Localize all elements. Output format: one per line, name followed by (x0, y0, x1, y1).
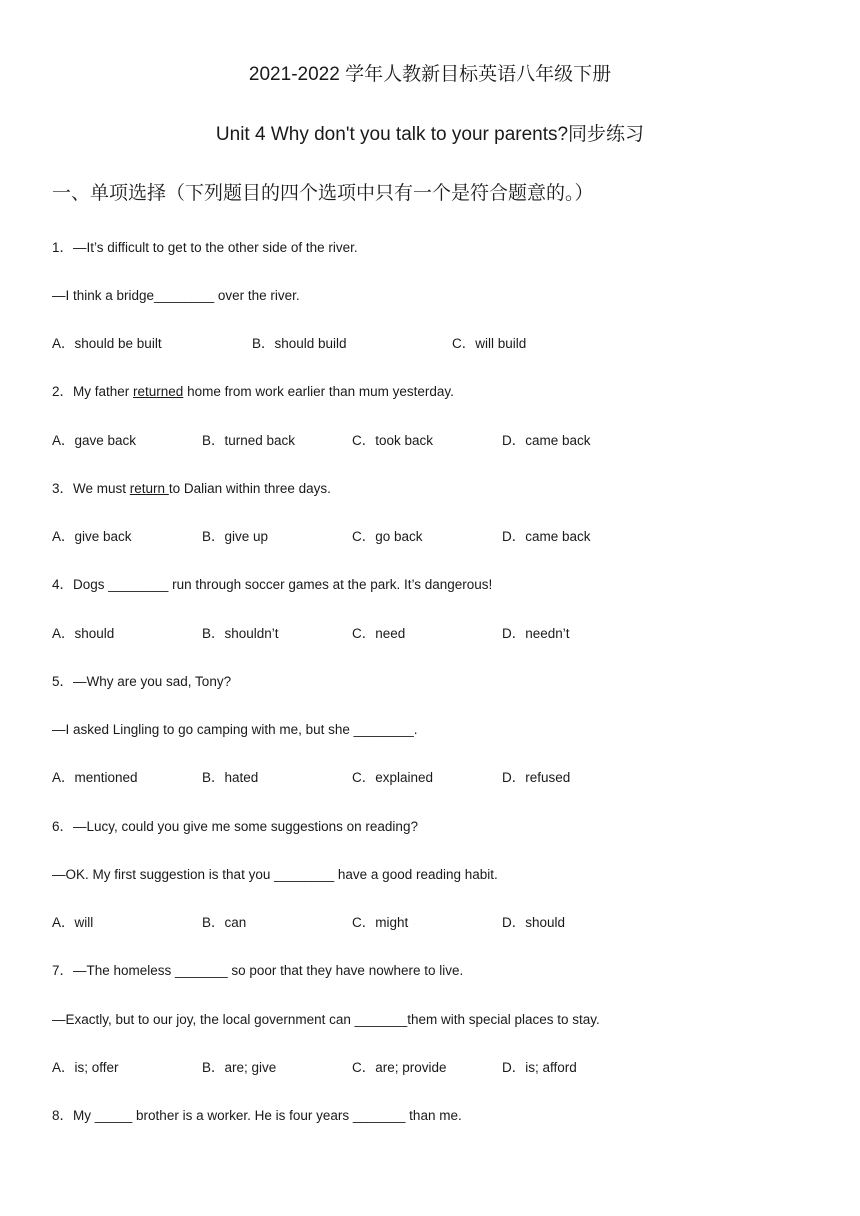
q7-option-d: D．is; afford (502, 1060, 577, 1075)
question-2-stem (52, 382, 454, 402)
q6-option-c: C．might (352, 915, 409, 930)
q5-option-a: A．mentioned (52, 770, 138, 785)
q4-option-a: A．should (52, 626, 115, 641)
question-8-stem: 8．My _____ brother is a worker. He is four years _______ than me. (52, 1108, 462, 1123)
q5-option-d: D．refused (502, 770, 571, 785)
q2-option-c: C．took back (352, 433, 434, 448)
q6-option-d: D．should (502, 915, 566, 930)
question-5-response: —I asked Lingling to go camping with me, but she ________. (52, 722, 418, 737)
question-5-stem: 5．—Why are you sad, Tony? (52, 674, 232, 689)
q3-option-b: B．give up (202, 529, 269, 544)
q3-stem-pre: 3．We must (52, 481, 130, 496)
q7-option-a: A．is; offer (52, 1060, 119, 1075)
q6-option-a: A．will (52, 915, 94, 930)
q3-option-a: A．give back (52, 529, 132, 544)
q3-option-c: C．go back (352, 529, 423, 544)
q4-option-b: B．shouldn’t (202, 626, 279, 641)
q7-option-b: B．are; give (202, 1060, 277, 1075)
q4-option-c: C．need (352, 626, 406, 641)
question-1-stem: 1．—It’s difficult to get to the other side of the river. (52, 240, 358, 255)
q7-option-c: C．are; provide (352, 1060, 447, 1075)
question-7-stem: 7．—The homeless _______ so poor that they have nowhere to live. (52, 963, 464, 978)
question-6-response: —OK. My first suggestion is that you ________ have a good reading habit. (52, 867, 498, 882)
question-6-stem: 6．—Lucy, could you give me some suggestions on reading? (52, 819, 418, 834)
q1-option-b: B．should build (252, 336, 347, 351)
q2-stem-post: home from work earlier than mum yesterday. (183, 384, 454, 399)
question-4-stem: 4．Dogs ________ run through soccer games at the park. It’s dangerous! (52, 577, 493, 592)
q2-underlined-word: returned (133, 384, 184, 399)
document-subtitle: Unit 4 Why don't you talk to your parents?同步练习 (215, 124, 645, 145)
question-1-response: —I think a bridge________ over the river. (52, 288, 300, 303)
q6-option-b: B．can (202, 915, 247, 930)
q2-option-d: D．came back (502, 433, 591, 448)
q2-option-b: B．turned back (202, 433, 296, 448)
q1-option-a: A．should be built (52, 336, 162, 351)
q5-option-b: B．hated (202, 770, 259, 785)
q1-option-c: C．will build (452, 336, 527, 351)
document-title: 2021-2022 学年人教新目标英语八年级下册 (248, 64, 612, 85)
q2-stem-pre: 2．My father (52, 384, 134, 399)
q3-option-d: D．came back (502, 529, 591, 544)
q2-option-a: A．gave back (52, 433, 137, 448)
section-heading: 一、单项选择（下列题目的四个选项中只有一个是符合题意的。） (52, 183, 594, 204)
q5-option-c: C．explained (352, 770, 434, 785)
question-7-response: —Exactly, but to our joy, the local government can _______them with special places to stay. (52, 1012, 600, 1027)
question-3-stem (52, 479, 331, 499)
q3-stem-post: to Dalian within three days. (168, 481, 331, 496)
q3-underlined-word: return (129, 481, 169, 496)
q4-option-d: D．needn’t (502, 626, 570, 641)
